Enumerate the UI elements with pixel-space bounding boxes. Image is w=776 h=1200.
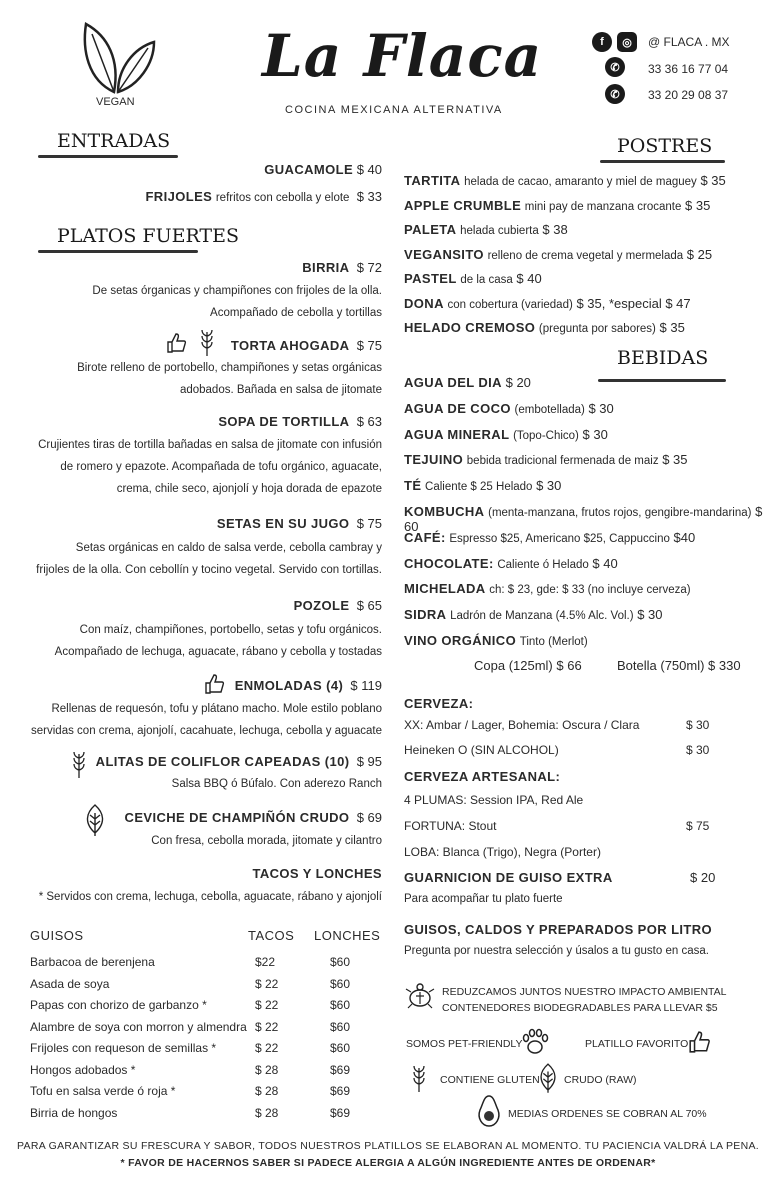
divider [38, 250, 198, 253]
vino-botella: Botella (750ml) $ 330 [617, 658, 741, 673]
turtle-icon [404, 982, 436, 1012]
guiso-name: Asada de soya [30, 976, 110, 991]
lonche-price: $69 [330, 1062, 351, 1077]
footer-note: PARA GARANTIZAR SU FRESCURA Y SABOR, TODOS NUESTROS PLATILLOS SE ELABORAN AL MOMENTO. TU PACIENCIA VALDRÁ LA PENA. [17, 1140, 759, 1152]
brand-logo: La Flaca [262, 22, 543, 90]
platos-fuertes-title: PLATOS FUERTES [57, 225, 239, 247]
menu-item-ceviche: CEVICHE DE CHAMPIÑÓN CRUDO $ 69 [124, 810, 382, 825]
favorite-thumb-icon [688, 1030, 712, 1054]
cerveza-artesanal-title: CERVEZA ARTESANAL: [404, 769, 561, 784]
postre-item: PASTEL de la casa $ 40 [404, 271, 542, 286]
postre-item: TARTITA helada de cacao, amaranto y miel de maguey $ 35 [404, 173, 726, 188]
postre-item: HELADO CREMOSO (pregunta por sabores) $ 35 [404, 320, 685, 335]
allergy-note: * FAVOR DE HACERNOS SABER SI PADECE ALERGIA A ALGÚN INGREDIENTE ANTES DE ORDENAR* [120, 1157, 656, 1169]
cerveza-row: Heineken O (SIN ALCOHOL) [404, 743, 559, 757]
taco-price: $ 22 [255, 998, 279, 1012]
postres-title: POSTRES [617, 135, 713, 157]
lonche-price: $60 [330, 976, 351, 991]
eco-note-2: CONTENEDORES BIODEGRADABLES PARA LLEVAR $5 [442, 1002, 718, 1014]
taco-price: $ 22 [255, 976, 279, 991]
menu-item: GUACAMOLE $ 40 [264, 162, 382, 177]
raw-leaf-icon [536, 1062, 560, 1094]
divider [598, 379, 726, 382]
guiso-name: Alambre de soya con morron y almendra [30, 1019, 247, 1034]
menu-item-enmoladas: ENMOLADAS (4) $ 119 [234, 678, 382, 693]
eco-note-1: REDUZCAMOS JUNTOS NUESTRO IMPACTO AMBIENTAL [442, 986, 727, 998]
menu-item-setas: SETAS EN SU JUGO $ 75 [216, 516, 382, 531]
guisos-header: GUISOS [30, 928, 84, 943]
taco-price: $ 22 [255, 1041, 279, 1055]
item-desc: Birote relleno de portobello, champiñones y setas orgánicas adobados. Bañada en salsa de jitomate [77, 362, 382, 396]
favorite-thumb-icon [204, 673, 226, 695]
lonche-price: $69 [330, 1084, 351, 1098]
item-desc: Con fresa, cebolla morada, jitomate y cilantro [151, 835, 382, 847]
favorito-label: PLATILLO FAVORITO [585, 1038, 689, 1050]
whatsapp-icon[interactable]: ✆ [605, 84, 625, 104]
postre-item: VEGANSITO relleno de crema vegetal y mermelada $ 25 [404, 246, 713, 262]
whatsapp-number: 33 20 29 08 37 [648, 88, 729, 102]
phone-icon[interactable]: ✆ [605, 57, 625, 77]
entradas-title: ENTRADAS [57, 130, 171, 152]
vino-copa: Copa (125ml) $ 66 [474, 658, 582, 673]
tacos-header: TACOS [248, 928, 295, 943]
guarnicion-item: GUARNICION DE GUISO EXTRA [404, 870, 613, 885]
bebida-item: CHOCOLATE: Caliente ó Helado $ 40 [404, 555, 618, 571]
artesanal-row: 4 PLUMAS: Session IPA, Red Ale [404, 793, 584, 807]
social-handle: @ FLACA . MX [648, 35, 730, 49]
item-desc: Crujientes tiras de tortilla bañadas en salsa de jitomate con infusión de romero y epazote. Acompañada de tofu orgánico, aguacate, crema, chile seco, ajonjolí y hoja dorada de epazote [38, 439, 382, 495]
guarnicion-desc: Para acompañar tu plato fuerte [404, 893, 563, 905]
bebida-item: MICHELADA ch: $ 23, gde: $ 33 (no incluye cerveza) [404, 581, 691, 597]
bebida-item: KOMBUCHA (menta-manzana, frutos rojos, gengibre-mandarina) $ 60 [404, 504, 763, 534]
guiso-name: Barbacoa de berenjena [30, 955, 155, 969]
bebida-item: TEJUINO bebida tradicional fermenada de maiz $ 35 [404, 452, 688, 468]
vegan-label: VEGAN [96, 96, 135, 108]
menu-item-alitas: ALITAS DE COLIFLOR CAPEADAS (10) $ 95 [95, 754, 382, 769]
artesanal-row: LOBA: Blanca (Trigo), Negra (Porter) [404, 845, 601, 859]
guiso-name: Frijoles con requeson de semillas * [30, 1041, 217, 1055]
divider [38, 155, 178, 158]
menu-item: FRIJOLES refritos con cebolla y elote $ 33 [145, 189, 382, 204]
bebida-item: CAFÉ: Espresso $25, Americano $25, Cappuccino $40 [404, 529, 696, 545]
crudo-label: CRUDO (RAW) [564, 1074, 637, 1086]
phone-number: 33 36 16 77 04 [648, 62, 729, 76]
item-desc: Rellenas de requesón, tofu y plátano macho. Mole estilo poblano servidas con crema, ajonjolí, cacahuate, lechuga, cebolla y aguacate [31, 703, 382, 737]
item-desc: De setas órganicas y champiñones con frijoles de la olla. Acompañado de cebolla y tortillas [92, 285, 382, 319]
cerveza-price: $ 30 [686, 743, 710, 757]
vegan-leaves-icon [78, 20, 158, 96]
litro-item: GUISOS, CALDOS Y PREPARADOS POR LITRO [404, 922, 713, 937]
bebida-item: SIDRA Ladrón de Manzana (4.5% Alc. Vol.) $ 30 [404, 607, 663, 623]
guiso-name: Tofu en salsa verde ó roja * [30, 1084, 176, 1098]
lonches-header: LONCHES [314, 928, 381, 943]
litro-desc: Pregunta por nuestra selección y úsalos a tu gusto en casa. [404, 945, 709, 957]
guiso-name: Hongos adobados * [30, 1062, 136, 1077]
guiso-name: Birria de hongos [30, 1105, 118, 1120]
guarnicion-price: $ 20 [690, 870, 716, 885]
item-desc: Salsa BBQ ó Búfalo. Con aderezo Ranch [171, 778, 382, 790]
bebida-item: VINO ORGÁNICO Tinto (Merlot) [404, 633, 588, 648]
paw-icon [520, 1027, 550, 1057]
taco-price: $ 28 [255, 1105, 279, 1120]
gluten-icon [410, 1062, 428, 1094]
cerveza-price: $ 30 [686, 718, 710, 732]
artesanal-row: FORTUNA: Stout [404, 819, 497, 833]
avocado-icon [476, 1094, 502, 1128]
taco-price: $ 28 [255, 1084, 279, 1098]
item-desc: * Servidos con crema, lechuga, cebolla, aguacate, rábano y ajonjolí [38, 891, 382, 903]
bebida-item: AGUA DE COCO (embotellada) $ 30 [404, 400, 614, 416]
favorite-thumb-icon [166, 332, 188, 354]
menu-item-tacos: TACOS Y LONCHES [252, 866, 382, 881]
menu-item-birria: BIRRIA $ 72 [302, 260, 382, 275]
medias-ordenes-label: MEDIAS ORDENES SE COBRAN AL 70% [508, 1108, 707, 1120]
cerveza-title: CERVEZA: [404, 696, 474, 711]
taco-price: $ 28 [255, 1062, 279, 1077]
lonche-price: $69 [330, 1105, 351, 1120]
postre-item: APPLE CRUMBLE mini pay de manzana crocante $ 35 [404, 197, 711, 213]
lonche-price: $60 [330, 998, 351, 1012]
guiso-name: Papas con chorizo de garbanzo * [30, 998, 207, 1012]
facebook-icon[interactable]: f [592, 32, 612, 52]
taco-price: $22 [255, 955, 276, 969]
menu-item-torta: TORTA AHOGADA $ 75 [230, 338, 382, 353]
tagline: COCINA MEXICANA ALTERNATIVA [285, 104, 503, 116]
artesanal-price: $ 75 [686, 819, 710, 833]
item-desc: Setas orgánicas en caldo de salsa verde, cebolla cambray y frijoles de la olla. Con cebollín y tocino vegetal. Servido con tortillas. [36, 542, 382, 576]
item-desc: Con maíz, champiñones, portobello, setas y tofu orgánicos. Acompañado de lechuga, aguacate, rábano y cebolla y tostadas [54, 624, 382, 658]
bebida-item: AGUA DEL DIA $ 20 [404, 375, 531, 390]
postre-item: DONA con cobertura (variedad) $ 35, *especial $ 47 [404, 295, 691, 311]
cerveza-row: XX: Ambar / Lager, Bohemia: Oscura / Clara [404, 718, 640, 732]
menu-item-pozole: POZOLE $ 65 [293, 598, 382, 613]
postre-item: PALETA helada cubierta $ 38 [404, 222, 568, 237]
instagram-icon[interactable]: ◎ [617, 32, 637, 52]
lonche-price: $60 [330, 1019, 351, 1034]
bebidas-title: BEBIDAS [617, 347, 709, 369]
divider [600, 160, 725, 163]
gluten-label: CONTIENE GLUTEN [440, 1074, 540, 1086]
bebida-item: TÉ Caliente $ 25 Helado $ 30 [404, 478, 562, 494]
lonche-price: $60 [330, 955, 351, 969]
lonche-price: $60 [330, 1041, 351, 1055]
bebida-item: AGUA MINERAL (Topo-Chico) $ 30 [404, 426, 608, 442]
taco-price: $ 22 [255, 1019, 279, 1034]
pet-friendly-label: SOMOS PET-FRIENDLY [406, 1038, 523, 1050]
menu-item-sopa: SOPA DE TORTILLA $ 63 [218, 414, 382, 429]
